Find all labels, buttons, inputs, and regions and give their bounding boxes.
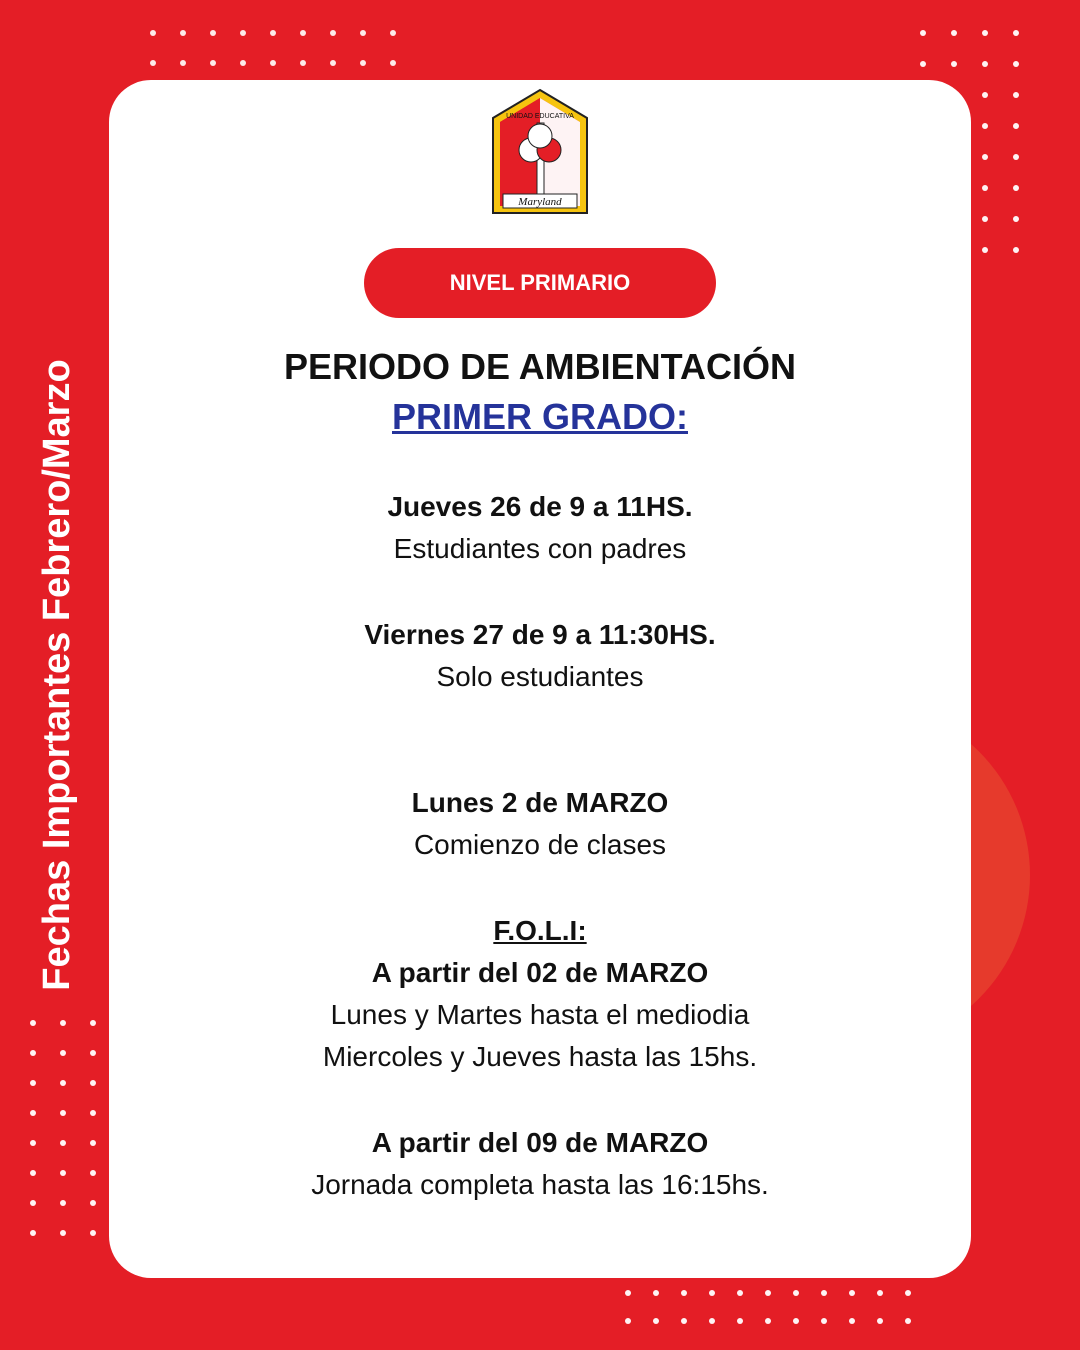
decor-dot (1013, 247, 1019, 253)
decor-dot (210, 30, 216, 36)
decor-dot (920, 30, 926, 36)
decor-dot (821, 1290, 827, 1296)
content-card (109, 80, 971, 1278)
decor-dot (625, 1318, 631, 1324)
foli-section-2 (109, 1122, 971, 1206)
decor-dot (150, 30, 156, 36)
decor-dot (625, 1290, 631, 1296)
decor-dot (709, 1318, 715, 1324)
decor-dot (90, 1140, 96, 1146)
decor-dot (270, 30, 276, 36)
decor-dot (681, 1318, 687, 1324)
decor-dot (1013, 185, 1019, 191)
decor-dot (982, 61, 988, 67)
decor-dot (793, 1290, 799, 1296)
foli-line: Lunes y Martes hasta el mediodia (330, 999, 750, 1030)
foli-title: F.O.L.I: (493, 915, 587, 946)
decor-dot (1013, 92, 1019, 98)
schedule-content (109, 342, 971, 1206)
decor-dot (765, 1290, 771, 1296)
decor-dot (737, 1318, 743, 1324)
decor-dot (330, 60, 336, 66)
decor-dot (920, 61, 926, 67)
grade-heading: PRIMER GRADO: (392, 396, 688, 437)
decor-dot (849, 1318, 855, 1324)
schedule-item (109, 614, 971, 698)
decor-dot (951, 61, 957, 67)
side-label: Fechas Importantes Febrero/Marzo (36, 359, 78, 991)
decor-dot (90, 1080, 96, 1086)
decor-dot (90, 1230, 96, 1236)
decor-dot (60, 1110, 66, 1116)
decor-dot (300, 30, 306, 36)
decor-dot (681, 1290, 687, 1296)
decor-dot (765, 1318, 771, 1324)
decor-dot (90, 1050, 96, 1056)
decor-dot (30, 1230, 36, 1236)
decor-dot (360, 30, 366, 36)
decor-dot (30, 1110, 36, 1116)
foli-section (109, 910, 971, 1078)
decor-dot (982, 185, 988, 191)
decor-dot (1013, 216, 1019, 222)
decor-dot (90, 1110, 96, 1116)
decor-dot (905, 1290, 911, 1296)
decor-dot (1013, 123, 1019, 129)
decor-dot (737, 1290, 743, 1296)
decor-dot (60, 1080, 66, 1086)
level-badge: NIVEL PRIMARIO (364, 248, 716, 318)
schedule-detail: Comienzo de clases (413, 829, 667, 860)
decor-dot (210, 60, 216, 66)
decor-dot (60, 1140, 66, 1146)
decor-dot (877, 1290, 883, 1296)
decor-dot (60, 1230, 66, 1236)
foli-start-date: A partir del 02 de MARZO (371, 957, 709, 988)
decor-dot (982, 216, 988, 222)
decor-dot (240, 60, 246, 66)
foli-line: Jornada completa hasta las 16:15hs. (311, 1169, 769, 1200)
decor-dot (30, 1170, 36, 1176)
decor-dot (60, 1200, 66, 1206)
decor-dot (360, 60, 366, 66)
decor-dot (240, 30, 246, 36)
decor-dot (90, 1020, 96, 1026)
period-title: PERIODO DE AMBIENTACIÓN (283, 346, 796, 387)
decor-dot (30, 1200, 36, 1206)
decor-dot (330, 30, 336, 36)
decor-dot (60, 1170, 66, 1176)
decor-dot (653, 1290, 659, 1296)
decor-dot (793, 1318, 799, 1324)
foli-line: Miercoles y Jueves hasta las 15hs. (322, 1041, 758, 1072)
schedule-item (109, 782, 971, 866)
foli-second-date: A partir del 09 de MARZO (371, 1127, 709, 1158)
schedule-date: Viernes 27 de 9 a 11:30HS. (364, 619, 716, 650)
school-logo (491, 88, 589, 216)
decor-dot (30, 1080, 36, 1086)
decor-dot (1013, 30, 1019, 36)
decor-dot (30, 1140, 36, 1146)
decor-dot (982, 154, 988, 160)
decor-dot (877, 1318, 883, 1324)
schedule-date: Jueves 26 de 9 a 11HS. (387, 491, 693, 522)
schedule-detail: Estudiantes con padres (393, 533, 687, 564)
decor-dot (150, 60, 156, 66)
decor-dot (821, 1318, 827, 1324)
logo-name-text: Maryland (518, 196, 562, 208)
decor-dot (390, 60, 396, 66)
decor-dot (653, 1318, 659, 1324)
logo-arc-text: UNIDAD EDUCATIVA (506, 113, 574, 120)
decor-dot (905, 1318, 911, 1324)
decor-dot (90, 1200, 96, 1206)
decor-dot (849, 1290, 855, 1296)
decor-dot (982, 92, 988, 98)
decor-dot (180, 30, 186, 36)
decor-dot (90, 1170, 96, 1176)
decor-dot (390, 30, 396, 36)
decor-dot (180, 60, 186, 66)
schedule-date: Lunes 2 de MARZO (411, 787, 669, 818)
decor-dot (270, 60, 276, 66)
decor-dot (1013, 61, 1019, 67)
decor-dot (951, 30, 957, 36)
decor-dot (300, 60, 306, 66)
decor-dot (1013, 154, 1019, 160)
decor-dot (982, 123, 988, 129)
decor-dot (982, 30, 988, 36)
schedule-detail: Solo estudiantes (436, 661, 644, 692)
decor-dot (709, 1290, 715, 1296)
schedule-item (109, 486, 971, 570)
decor-dot (982, 247, 988, 253)
